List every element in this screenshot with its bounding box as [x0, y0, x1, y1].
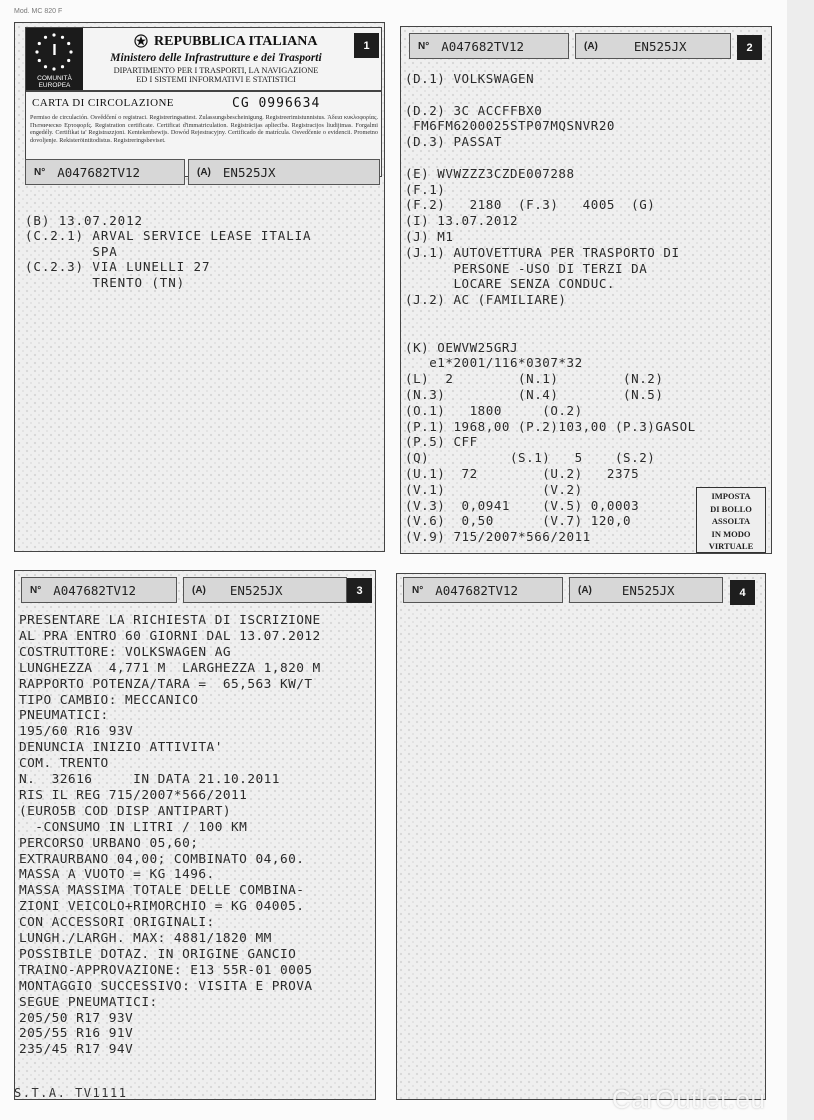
plate-label: (A): [192, 584, 206, 596]
panel-1: [14, 22, 385, 552]
plate-box-3: [183, 577, 347, 603]
plate-box-4: [569, 577, 723, 603]
text-line: (EURO5B COD DISP ANTIPART): [19, 803, 232, 819]
text-line: (J) M1: [405, 229, 454, 244]
plate-box-2: [575, 33, 731, 59]
eu-caption-1: COMUNITÀ: [37, 75, 72, 82]
country-letter: I: [52, 42, 57, 59]
panel-number-3: 3: [347, 578, 372, 603]
text-line: (F.2) 2180 (F.3) 4005 (G): [405, 197, 656, 213]
text-line: 205/50 R17 93V: [19, 1010, 134, 1026]
plate-number: EN525JX: [621, 582, 675, 598]
text-line: SPA: [25, 243, 118, 259]
text-line: TRAINO-APPROVAZIONE: E13 55R-01 0005: [19, 962, 313, 978]
id-prefix: N°: [34, 166, 46, 178]
text-line: PRESENTARE LA RICHIESTA DI ISCRIZIONE: [19, 613, 321, 628]
id-box-1: [25, 159, 185, 185]
text-line: TIPO CAMBIO: MECCANICO: [19, 692, 199, 708]
text-line: (N.3) (N.4) (N.5): [405, 387, 664, 402]
id-prefix: N°: [30, 584, 42, 596]
text-line: TRENTO (TN): [25, 274, 186, 290]
id-number: A047682TV12: [53, 582, 137, 598]
panel-number-2: 2: [737, 35, 762, 60]
bollo-line: IMPOSTA: [711, 491, 751, 501]
text-line: DENUNCIA INIZIO ATTIVITA': [19, 740, 223, 756]
panel-2: [400, 26, 772, 554]
text-line: (D.1) VOLKSWAGEN: [405, 71, 535, 86]
text-line: (V.9) 715/2007*566/2011: [405, 529, 591, 545]
id-box-2: [409, 33, 569, 59]
id-prefix: N°: [418, 40, 430, 52]
p1-header: [25, 27, 382, 91]
id-number: A047682TV12: [435, 582, 519, 598]
text-line: N. 32616 IN DATA 21.10.2011: [19, 772, 280, 787]
text-line: MASSA MASSIMA TOTALE DELLE COMBINA-: [19, 883, 305, 899]
plate-number: EN525JX: [633, 38, 687, 54]
text-line: AL PRA ENTRO 60 GIORNI DAL 13.07.2012: [19, 628, 321, 644]
text-line: PERCORSO URBANO 05,60;: [19, 835, 199, 851]
text-line: (B) 13.07.2012: [25, 213, 143, 228]
department-line-1: DIPARTIMENTO PER I TRASPORTI, LA NAVIGAZIONE: [113, 66, 319, 75]
department-line-2: ED I SISTEMI INFORMATIVI E STATISTICI: [136, 75, 296, 84]
text-line: POSSIBILE DOTAZ. IN ORIGINE GANCIO: [19, 946, 297, 962]
ministry-title: Ministero delle Infrastrutture e dei Trasporti: [110, 52, 322, 64]
text-line: (C.2.3) VIA LUNELLI 27: [25, 259, 211, 275]
text-line: EXTRAURBANO 04,00; COMBINATO 04,60.: [19, 851, 305, 867]
form-code: Mod. MC 820 F: [14, 8, 63, 15]
sta-code: S.T.A. TV1111: [14, 1086, 128, 1100]
text-line: FM6FM6200025STP07MQSNVR20: [405, 118, 615, 134]
text-line: (K) OEWVW25GRJ: [405, 339, 519, 355]
bollo-line: DI BOLLO: [710, 503, 752, 514]
text-line: (F.1): [405, 181, 446, 197]
plate-label: (A): [584, 40, 598, 52]
plate-label: (A): [197, 166, 211, 178]
text-line: (L) 2 (N.1) (N.2): [405, 371, 664, 387]
text-line: LOCARE SENZA CONDUC.: [405, 276, 615, 292]
emblem-icon: [134, 34, 148, 48]
text-line: (D.3) PASSAT: [405, 134, 502, 150]
text-line: COM. TRENTO: [19, 756, 109, 772]
plate-label: (A): [578, 584, 592, 596]
plate-number: EN525JX: [229, 582, 283, 598]
page-edge: [787, 0, 814, 1120]
text-line: RAPPORTO POTENZA/TARA = 65,563 KW/T: [19, 676, 313, 692]
text-line: 195/60 R16 93V: [19, 724, 134, 740]
id-box-3: [21, 577, 177, 603]
text-line: e1*2001/116*0307*32: [405, 355, 583, 371]
text-line: (O.1) 1800 (O.2): [405, 402, 583, 418]
panel-3: [14, 570, 376, 1100]
eu-flag: [26, 28, 83, 90]
id-box-4: [403, 577, 563, 603]
republic-title: REPUBBLICA ITALIANA: [154, 34, 318, 49]
bollo-line: ASSOLTA: [711, 516, 751, 526]
bollo-line: IN MODO: [711, 528, 751, 539]
plate-box-1: [188, 159, 380, 185]
text-line: 205/55 R16 91V: [19, 1026, 134, 1042]
text-line: (I) 13.07.2012: [405, 213, 519, 229]
text-line: PNEUMATICI:: [19, 708, 109, 724]
bollo-line: VIRTUALE: [708, 541, 754, 551]
text-line: ZIONI VEICOLO+RIMORCHIO = KG 04005.: [19, 899, 305, 915]
bollo-stamp: [696, 487, 766, 553]
text-line: MASSA A VUOTO = KG 1496.: [19, 867, 215, 883]
text-line: SEGUE PNEUMATICI:: [19, 994, 158, 1010]
carta-translations: Permiso de circulación. Osvědčení o registraci. Registreringsattest. Zulassungsbescheinigung. Registreerimistunnistus. Άδεια κυκλοφορίας. Пътническо Ерτοφορfς. Registration certificate. Certificat d'immatriculation. Reģistrācijas apliecība. Registracijos liudijimas. Forgalmi engedély. Certifikat ta' Registrazzjoni. Kentekenbewijs. Dowód Rejestracyjny. Certificado de matrícula. Osvedčenie o evidencii. Prometno dovoljenje. Rekisteröintitodistus. Registreringsbeviset.: [30, 114, 378, 144]
text-line: MONTAGGIO SUCCESSIVO: VISITA E PROVA: [19, 978, 313, 994]
text-line: CON ACCESSORI ORIGINALI:: [19, 915, 215, 931]
text-line: LUNGHEZZA 4,771 M LARGHEZZA 1,820 M: [19, 660, 321, 676]
id-prefix: N°: [412, 584, 424, 596]
text-line: (V.6) 0,50 (V.7) 120,0: [405, 513, 632, 529]
panel-number-1: 1: [354, 33, 379, 58]
text-line: (D.2) 3C ACCFFBX0: [405, 102, 543, 118]
text-line: (U.1) 72 (U.2) 2375: [405, 466, 640, 481]
id-number: A047682TV12: [57, 164, 141, 180]
text-line: (P.1) 1968,00 (P.2)103,00 (P.3)GASOL: [405, 418, 696, 434]
text-line: PERSONE -USO DI TERZI DA: [405, 260, 648, 276]
department: [86, 66, 346, 84]
text-line: (V.3) 0,0941 (V.5) 0,0003: [405, 497, 640, 513]
text-line: -CONSUMO IN LITRI / 100 KM: [19, 819, 248, 835]
plate-number: EN525JX: [222, 164, 276, 180]
text-line: (Q) (S.1) 5 (S.2): [405, 450, 656, 466]
id-number: A047682TV12: [441, 38, 525, 54]
text-line: (P.5) CFF: [405, 434, 478, 450]
carta-title: CARTA DI CIRCOLAZIONE: [32, 97, 174, 109]
text-line: COSTRUTTORE: VOLKSWAGEN AG: [19, 644, 232, 660]
text-line: (E) WVWZZZ3CZDE007288: [405, 165, 575, 181]
carta-number: CG 0996634: [232, 96, 321, 111]
text-line: RIS IL REG 715/2007*566/2011: [19, 787, 248, 803]
text-line: LUNGH./LARGH. MAX: 4881/1820 MM: [19, 931, 272, 946]
panel-number-4: 4: [730, 580, 755, 605]
eu-caption-2: EUROPEA: [38, 82, 71, 89]
text-line: (J.2) AC (FAMILIARE): [405, 292, 567, 308]
text-line: (C.2.1) ARVAL SERVICE LEASE ITALIA: [25, 228, 312, 244]
text-line: (V.1) (V.2): [405, 481, 583, 497]
text-line: 235/45 R17 94V: [19, 1042, 134, 1058]
text-line: (J.1) AUTOVETTURA PER TRASPORTO DI: [405, 244, 680, 260]
watermark: CarOutlet.eu: [612, 1084, 766, 1114]
panel-4: [396, 573, 766, 1100]
